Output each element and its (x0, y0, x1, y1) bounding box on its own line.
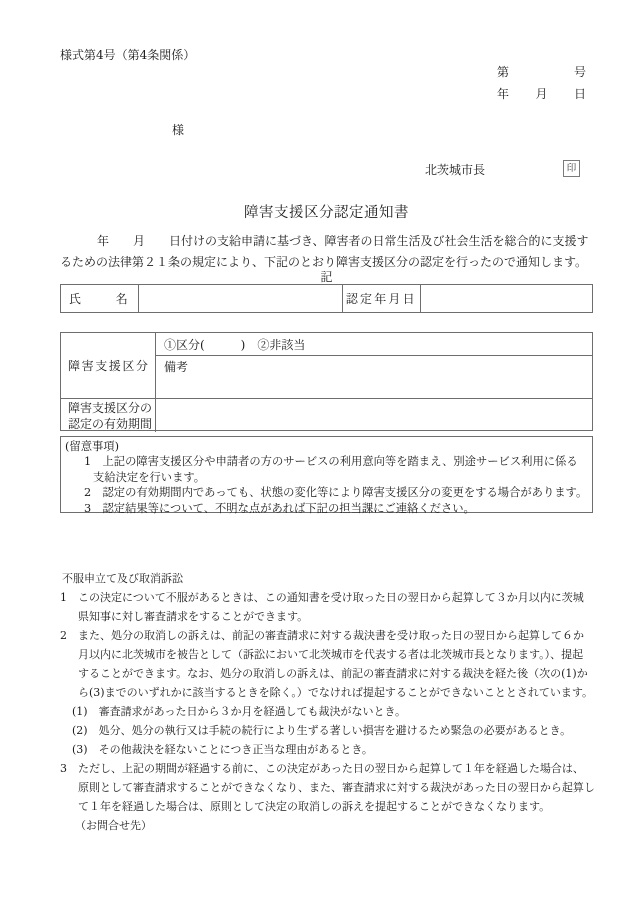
appeal-line: て１年を経過した場合は、原則として決定の取消しの訴えを提起することができなくなります。 (78, 800, 551, 813)
name-value-cell (139, 285, 343, 312)
category-selection-cell: ①区分( ) ②非該当 (156, 333, 592, 356)
doc-no-prefix: 第 (497, 65, 510, 79)
doc-no-suffix: 号 (573, 65, 586, 79)
name-label-cell (61, 285, 139, 312)
appeal-line: (3) その他裁決を経ないことにつき正当な理由があるとき。 (72, 743, 373, 756)
note-line: 支給決定を行います。 (93, 470, 206, 484)
appeal-line: 2 また、処分の取消しの訴えは、前記の審査請求に対する裁決書を受け取った日の翌日から起算して６か (60, 629, 584, 642)
document-number-line (497, 65, 586, 80)
cert-date-label-cell: 認定年月日 (343, 285, 421, 312)
date-month-label: 月 (535, 87, 548, 101)
appeal-line: (1) 審査請求があった日から３か月を経過しても裁決がないとき。 (72, 705, 407, 718)
note-line: 2 認定の有効期間内であっても、状態の変化等により障害支援区分の変更をする場合があります。 (84, 486, 588, 500)
appeal-line: （お問合せ先） (75, 819, 152, 832)
ki-marker: 記 (320, 270, 333, 284)
body-paragraph-line2: るための法律第２１条の規定により、下記のとおり障害支援区分の認定を行ったので通知します。 (60, 255, 588, 269)
page-title: 障害支援区分認定通知書 (244, 205, 409, 221)
validity-period-value-cell (156, 399, 592, 432)
validity-label-line1: 障害支援区分の (68, 401, 153, 415)
body-paragraph-line1: 年 月 日付けの支給申請に基づき、障害者の日常生活及び社会生活を総合的に支援す (97, 234, 589, 248)
name-and-date-table (60, 284, 593, 313)
appeal-line: 県知事に対し審査請求をすることができます。 (78, 610, 309, 623)
support-category-table (60, 332, 593, 431)
issuer-name: 北茨城市長 (425, 163, 486, 177)
validity-period-label-cell (61, 399, 156, 432)
date-year-label: 年 (497, 87, 510, 101)
date-line (497, 87, 586, 102)
cert-date-value-cell (421, 285, 592, 312)
note-line: (留意事項) (65, 440, 120, 453)
date-day-label: 日 (573, 87, 586, 101)
appeal-line: 月以内に北茨城市を被告として（訴訟において北茨城市を代表する者は北茨城市長となります。）、提起 (78, 648, 584, 661)
note-line: 1 上記の障害支援区分や申請者の方のサービスの利用意向等を踏まえ、別途サービス利用に係る (84, 455, 578, 469)
form-number: 様式第4号（第4条関係） (60, 48, 196, 62)
appeal-line: することができます。なお、処分の取消しの訴えは、前記の審査請求に対する裁決を経た後（次の(1)か (78, 667, 588, 680)
name-label-first: 氏 (69, 292, 82, 306)
support-category-label-cell: 障害支援区分 (61, 333, 156, 399)
appeal-line: 1 この決定について不服があるときは、この通知書を受け取った日の翌日から起算して３か月以内に茨城 (60, 591, 584, 604)
remarks-cell: 備考 (156, 356, 592, 399)
appeal-line: ら(3)までのいずれかに該当するときを除く。）でなければ提起することができないこととされています。 (78, 686, 593, 699)
appeal-line: 原則として審査請求することができなくなり、また、審査請求に対する裁決があった日の翌日から起算し (78, 781, 595, 794)
name-label-last: 名 (115, 292, 128, 306)
appeal-line: (2) 処分、処分の執行又は手続の続行により生ずる著しい損害を避けるため緊急の必要があるとき。 (72, 724, 572, 737)
seal-mark: 印 (563, 160, 580, 177)
appeal-line: 不服申立て及び取消訴訟 (62, 572, 183, 585)
addressee-suffix: 様 (172, 123, 185, 137)
validity-label-line2: 認定の有効期間 (68, 416, 153, 431)
notes-box (60, 436, 593, 513)
appeal-line: 3 ただし、上記の期間が経過する前に、この決定があった日の翌日から起算して１年を経過した場合は、 (60, 762, 584, 775)
appeal-section (60, 569, 593, 835)
note-line: 3 認定結果等について、不明な点があれば下記の担当課にご連絡ください。 (84, 501, 475, 515)
